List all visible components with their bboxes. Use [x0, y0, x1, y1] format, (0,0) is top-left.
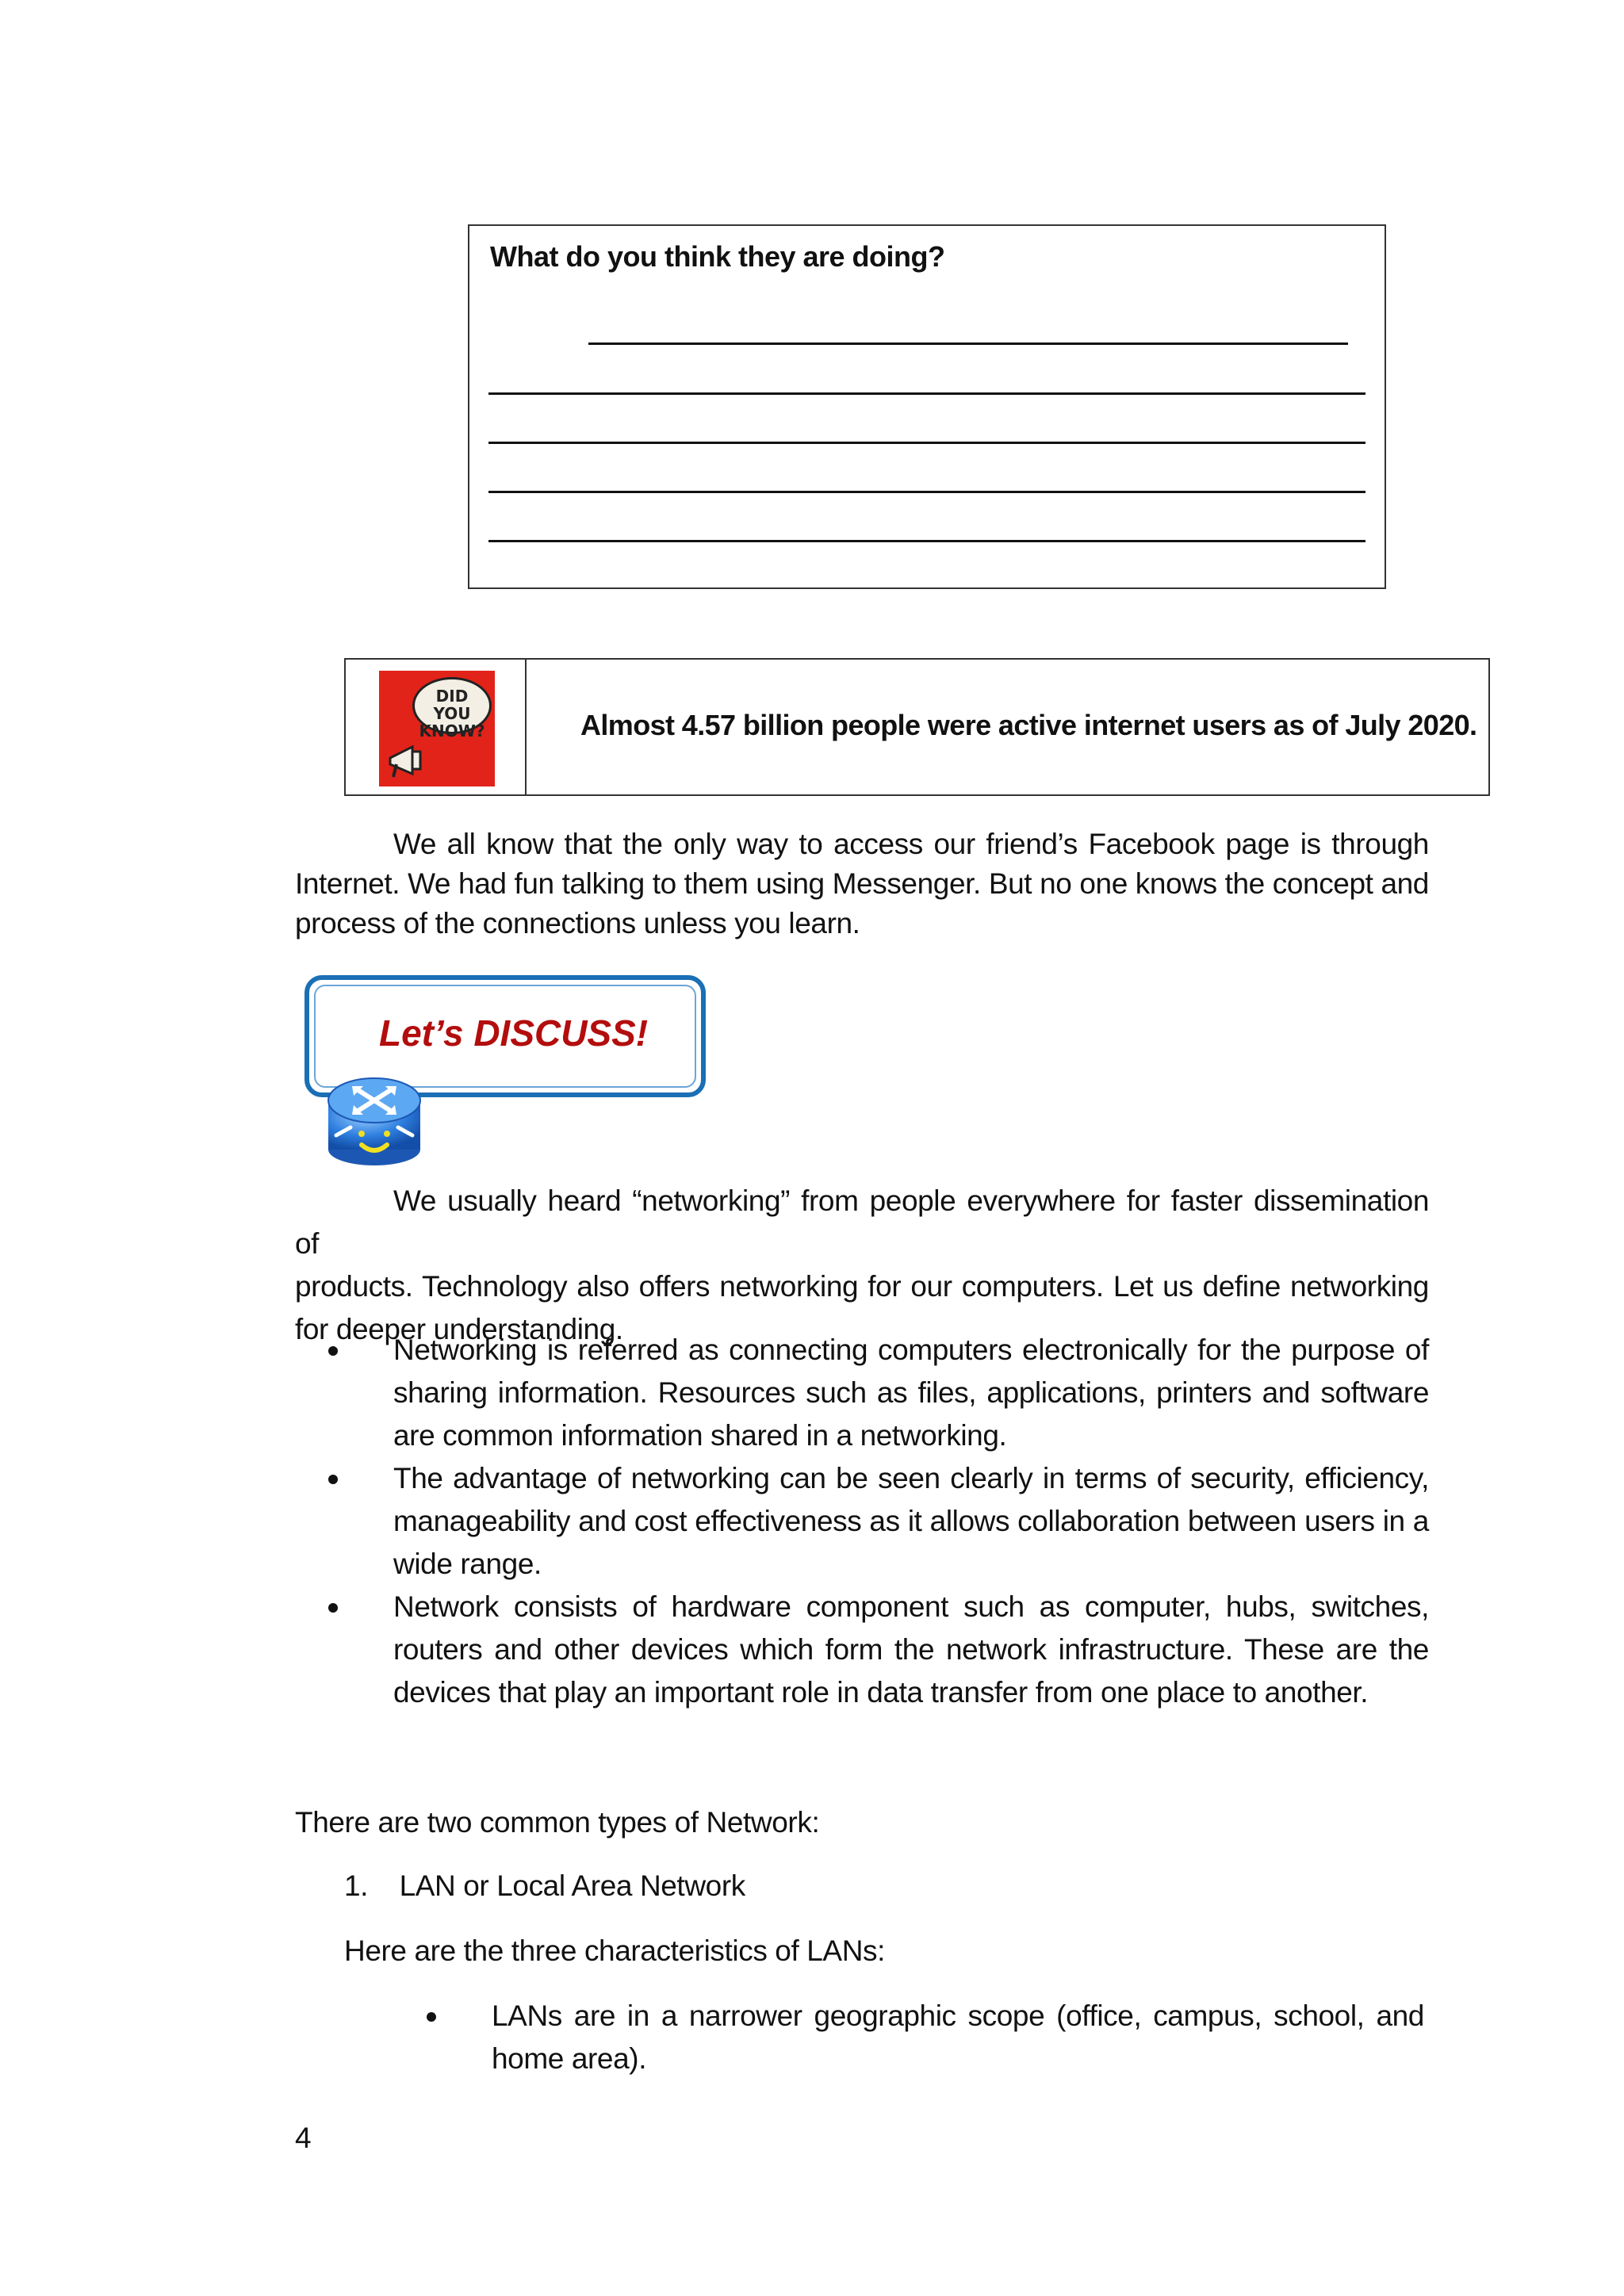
did-you-know-box: [344, 658, 1490, 796]
lets-discuss-title: Let’s DISCUSS!: [379, 1012, 649, 1054]
question-box: [468, 224, 1386, 589]
lan-characteristics-intro: Here are the three characteristics of LANs:: [344, 1934, 885, 1967]
list-item: The advantage of networking can be seen clearly in terms of security, efficiency, manageability and cost effectiveness as it allows collaboration between users in a wide range.: [295, 1457, 1429, 1586]
list-item: Network consists of hardware component such as computer, hubs, switches, routers and other devices which form the network infrastructure. These are the devices that play an important role in data transfer from one place to another.: [295, 1586, 1429, 1714]
megaphone-icon: [385, 740, 433, 780]
network-types-intro: There are two common types of Network:: [295, 1806, 820, 1839]
did-you-know-divider: [525, 660, 527, 794]
list-item: Networking is referred as connecting computers electronically for the purpose of sharing information. Resources such as files, applications, printers and software are common information shared in a networking.: [295, 1329, 1429, 1457]
network-type-lan: 1. LAN or Local Area Network: [344, 1869, 745, 1902]
question-title: What do you think they are doing?: [490, 240, 945, 273]
answer-line[interactable]: [488, 442, 1365, 444]
did-you-know-bubble: DID YOU KNOW?: [412, 677, 492, 734]
answer-line[interactable]: [488, 491, 1365, 493]
answer-line[interactable]: [488, 392, 1365, 395]
networking-paragraph-first-line: We usually heard “networking” from people everywhere for faster dissemination of: [295, 1184, 1429, 1260]
list-item: LANs are in a narrower geographic scope (office, campus, school, and home area).: [393, 1995, 1424, 2080]
answer-line[interactable]: [488, 540, 1365, 542]
lan-points-list: [393, 1995, 1424, 2080]
router-icon: [317, 1061, 428, 1172]
intro-paragraph-first-line: We all know that the only way to access our friend’s Facebook page is through: [393, 828, 1429, 860]
page-number: 4: [295, 2122, 312, 2154]
networking-paragraph: [295, 1180, 1429, 1351]
answer-line[interactable]: [588, 342, 1348, 345]
did-you-know-image: [379, 671, 495, 786]
intro-paragraph: [295, 825, 1429, 943]
intro-paragraph-rest: Internet. We had fun talking to them using Messenger. But no one knows the concept and process of the connections unless you learn.: [295, 867, 1429, 939]
networking-points-list: [295, 1329, 1429, 1714]
did-you-know-fact: Almost 4.57 billion people were active internet users as of July 2020.: [580, 709, 1477, 741]
networking-paragraph-rest: products. Technology also offers networking for our computers. Let us define networking for deeper understanding.: [295, 1270, 1429, 1345]
